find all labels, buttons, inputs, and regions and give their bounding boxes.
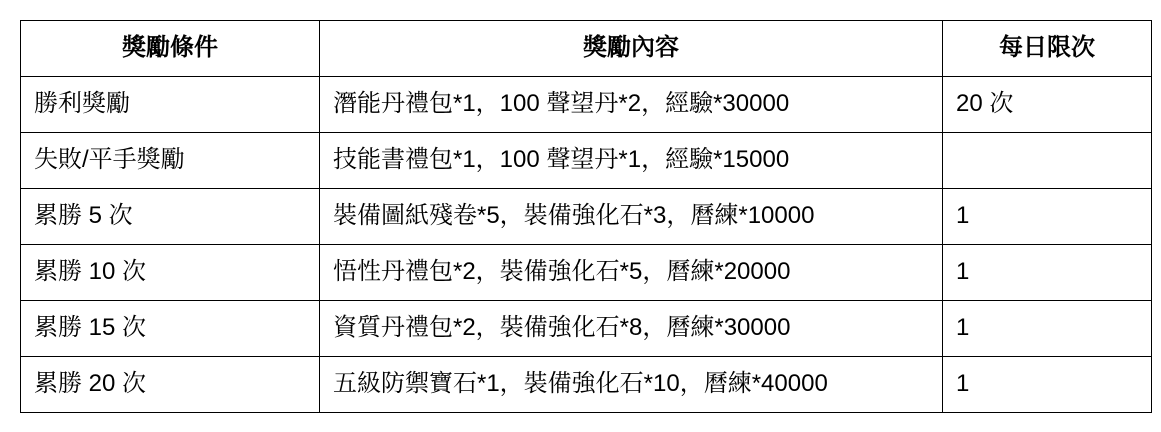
table-row bbox=[21, 245, 1152, 301]
cell-content: 潛能丹禮包*1，100 聲望丹*2，經驗*30000 bbox=[320, 77, 943, 133]
cell-content: 技能書禮包*1，100 聲望丹*1，經驗*15000 bbox=[320, 133, 943, 189]
cell-condition: 累勝 15 次 bbox=[21, 301, 320, 357]
table-row bbox=[21, 133, 1152, 189]
cell-condition: 累勝 20 次 bbox=[21, 357, 320, 413]
cell-limit: 1 bbox=[943, 189, 1152, 245]
cell-content: 裝備圖紙殘卷*5，裝備強化石*3，曆練*10000 bbox=[320, 189, 943, 245]
cell-condition: 勝利獎勵 bbox=[21, 77, 320, 133]
cell-condition: 失敗/平手獎勵 bbox=[21, 133, 320, 189]
cell-content: 五級防禦寶石*1，裝備強化石*10，曆練*40000 bbox=[320, 357, 943, 413]
table-header-row bbox=[21, 21, 1152, 77]
cell-limit: 1 bbox=[943, 301, 1152, 357]
cell-content: 悟性丹禮包*2，裝備強化石*5，曆練*20000 bbox=[320, 245, 943, 301]
table-row bbox=[21, 189, 1152, 245]
cell-limit: 1 bbox=[943, 245, 1152, 301]
header-cell-reward-condition: 獎勵條件 bbox=[21, 21, 320, 77]
cell-limit: 1 bbox=[943, 357, 1152, 413]
table-row bbox=[21, 301, 1152, 357]
cell-limit bbox=[943, 133, 1152, 189]
table-row bbox=[21, 77, 1152, 133]
cell-content: 資質丹禮包*2，裝備強化石*8，曆練*30000 bbox=[320, 301, 943, 357]
table-row bbox=[21, 357, 1152, 413]
header-cell-daily-limit: 每日限次 bbox=[943, 21, 1152, 77]
cell-condition: 累勝 10 次 bbox=[21, 245, 320, 301]
cell-condition: 累勝 5 次 bbox=[21, 189, 320, 245]
rewards-table bbox=[20, 20, 1152, 413]
header-cell-reward-content: 獎勵內容 bbox=[320, 21, 943, 77]
cell-limit: 20 次 bbox=[943, 77, 1152, 133]
